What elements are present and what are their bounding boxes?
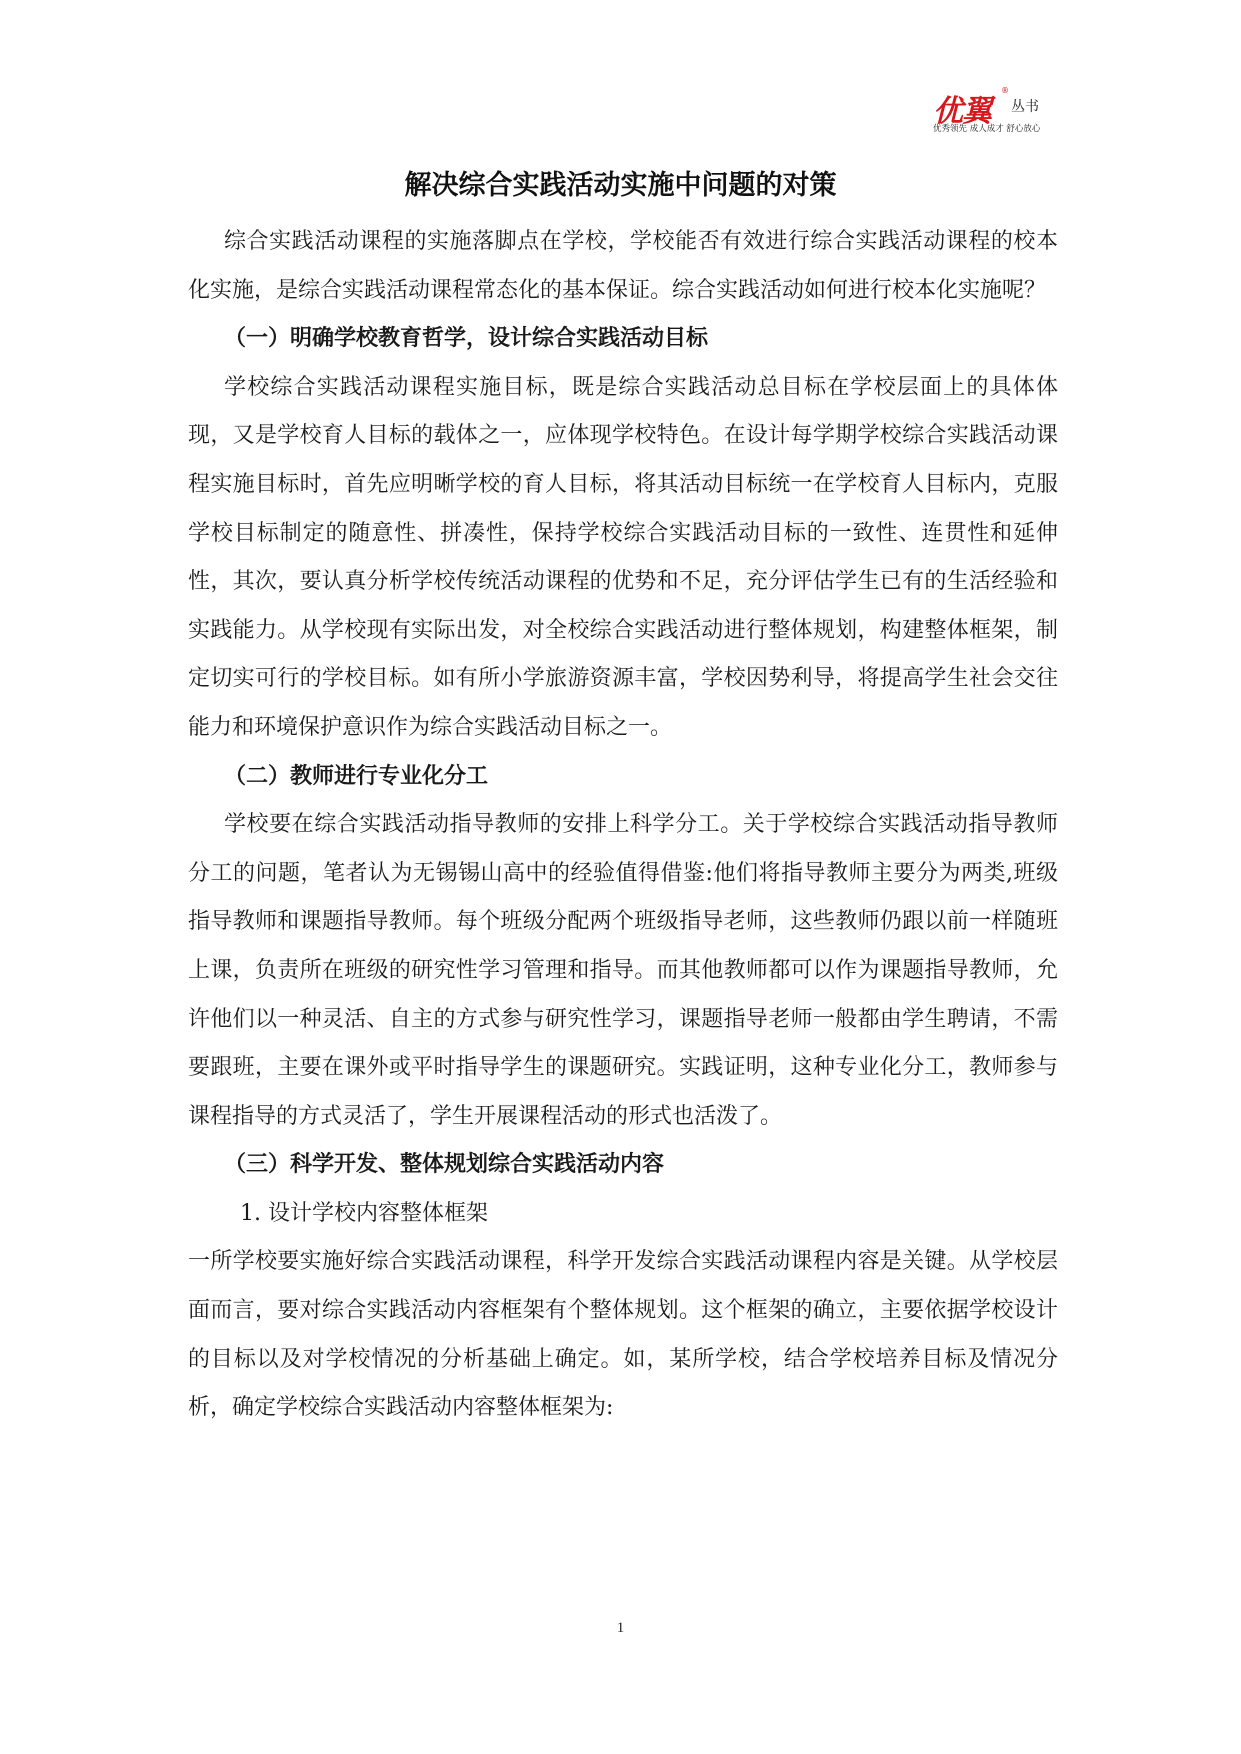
section-heading-2: （二）教师进行专业化分工 xyxy=(224,763,489,789)
section-heading-3: （三）科学开发、整体规划综合实践活动内容 xyxy=(224,1152,665,1178)
logo-mark: 优翼 xyxy=(933,94,991,129)
logo-slogan: 优秀领先 成人成才 舒心放心 xyxy=(933,124,1041,134)
registered-mark: ® xyxy=(1001,86,1009,95)
section-paragraph-3: 一所学校要实施好综合实践活动课程，科学开发综合实践活动课程内容是关键。从学校层面而言，要对综合实践活动内容框架有个整体规划。这个框架的确立，主要依据学校设计的目标以及对学校情况的分析基础上确定。如，某所学校，结合学校培养目标及情况分析，确定学校综合实践活动内容整体框架为: xyxy=(188,1249,1058,1421)
logo-series-label: 丛书 xyxy=(1011,99,1039,115)
section-paragraph-2: 学校要在综合实践活动指导教师的安排上科学分工。关于学校综合实践活动指导教师分工的问题，笔者认为无锡锡山高中的经验值得借鉴:他们将指导教师主要分为两类,班级指导教师和课题指导教师。每个班级分配两个班级指导老师，这些教师仍跟以前一样随班上课，负责所在班级的研究性学习管理和指导。而其他教师都可以作为课题指导教师，允许他们以一种灵活、自主的方式参与研究性学习，课题指导老师一般都由学生聘请，不需要跟班，主要在课外或平时指导学生的课题研究。实践证明，这种专业化分工，教师参与课程指导的方式灵活了，学生开展课程活动的形式也活泼了。 xyxy=(188,812,1058,1129)
document-title: 解决综合实践活动实施中问题的对策 xyxy=(404,170,837,201)
brand-logo xyxy=(933,86,1073,134)
section-paragraph-1: 学校综合实践活动课程实施目标，既是综合实践活动总目标在学校层面上的具体体现，又是学校育人目标的载体之一，应体现学校特色。在设计每学期学校综合实践活动课程实施目标时，首先应明晰学校的育人目标，将其活动目标统一在学校育人目标内，克服学校目标制定的随意性、拼凑性，保持学校综合实践活动目标的一致性、连贯性和延伸性，其次，要认真分析学校传统活动课程的优势和不足，充分评估学生已有的生活经验和实践能力。从学校现有实际出发，对全校综合实践活动进行整体规划，构建整体框架，制定切实可行的学校目标。如有所小学旅游资源丰富，学校因势利导，将提高学生社会交往能力和环境保护意识作为综合实践活动目标之一。 xyxy=(188,374,1058,740)
page-number: 1 xyxy=(616,1620,625,1636)
document-body xyxy=(188,218,1058,1433)
section-heading-1: （一）明确学校教育哲学，设计综合实践活动目标 xyxy=(224,326,709,352)
intro-paragraph: 综合实践活动课程的实施落脚点在学校，学校能否有效进行综合实践活动课程的校本化实施，是综合实践活动课程常态化的基本保证。综合实践活动如何进行校本化实施呢？ xyxy=(188,229,1058,303)
subsection-heading-1: 1. 设计学校内容整体框架 xyxy=(240,1200,488,1226)
